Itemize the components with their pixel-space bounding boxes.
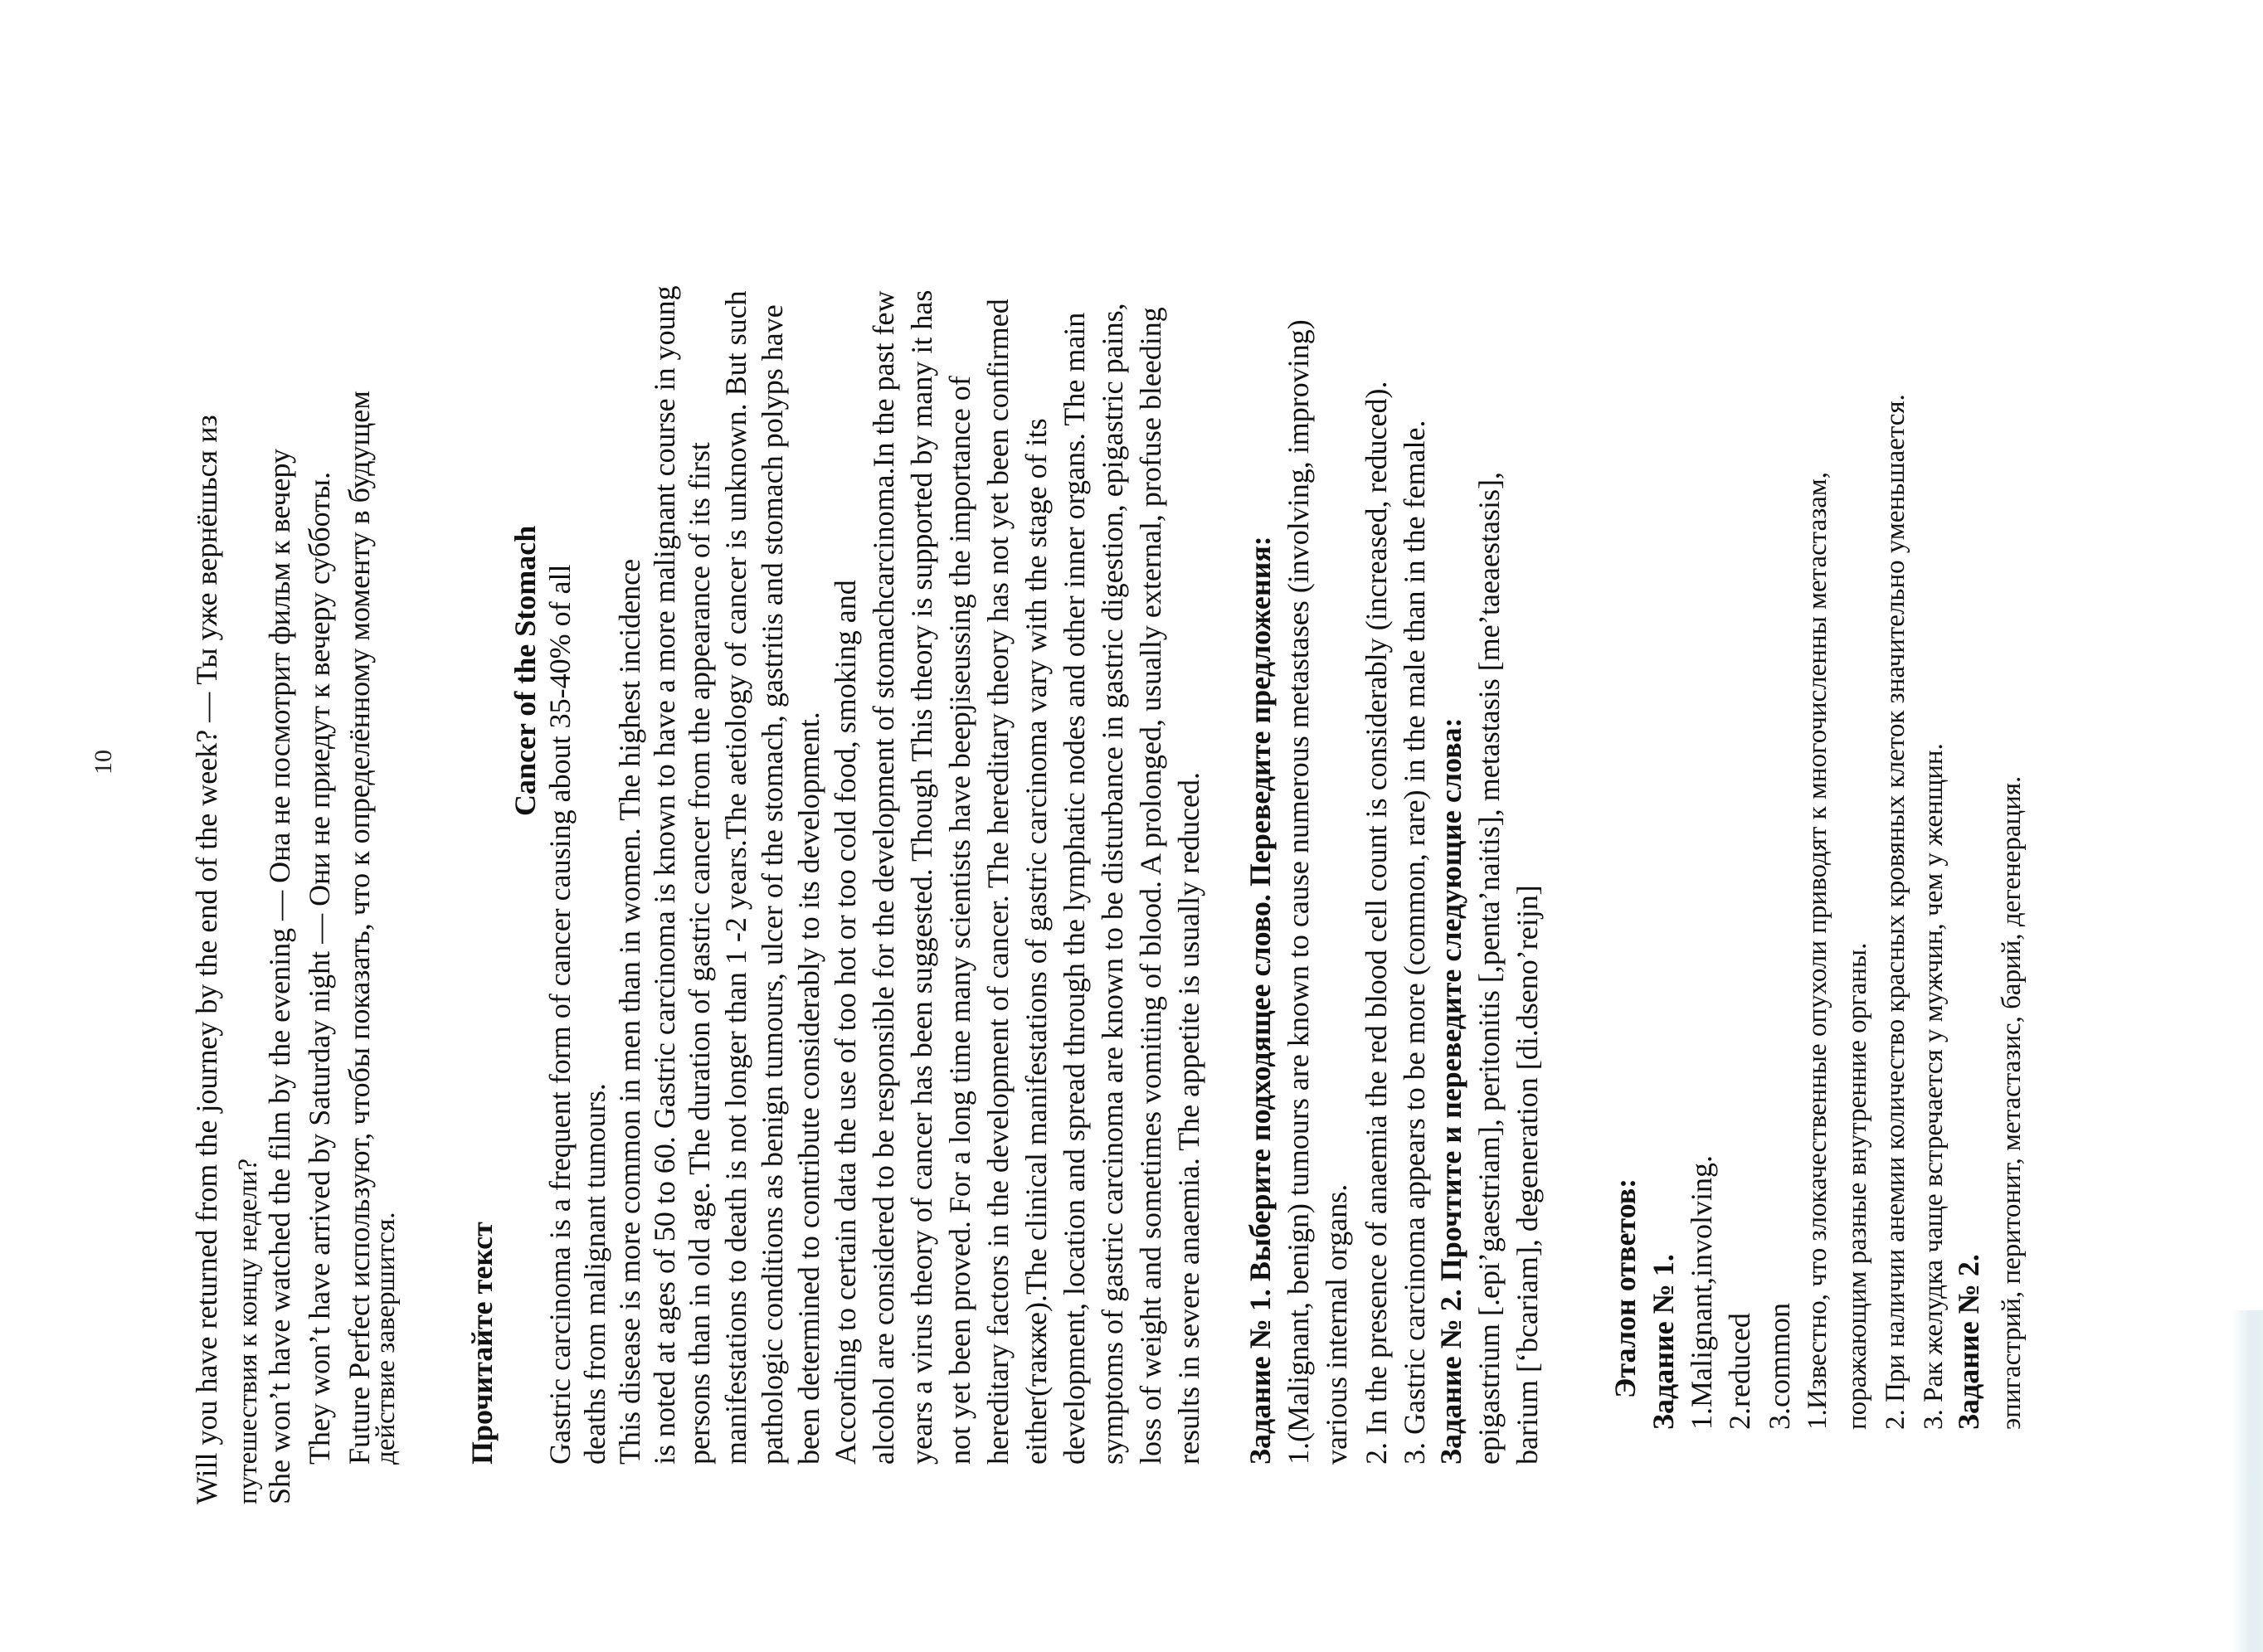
article-line: loss of weight and sometimes vomiting of blood. A prolonged, usually external, profuse bleeding (1134, 307, 1167, 1465)
intro-line: путешествия к концу недели? (233, 1158, 263, 1504)
answer-line: 1.Malignant,involving. (1685, 1155, 1718, 1430)
article-line: Gastric carcinoma is a frequent form of cancer causing about 35-40% of all (543, 564, 577, 1465)
article-line: pathologic conditions as benign tumours, ulcer of the stomach, gastritis and stomach polyps have (756, 304, 789, 1465)
article-line: This disease is more common in men than in women. The highest incidence (613, 558, 646, 1465)
answer-ru-line: 3. Рак желудка чаще встречается у мужчин, чем у женщин. (1919, 743, 1949, 1430)
article-line: is noted at ages of 50 to 60. Gastric carcinoma is known to have a more malignant course in young (648, 285, 681, 1465)
answer-ru-line: поражающим разные внутренние органы. (1842, 942, 1872, 1430)
answer-task-1-heading: Задание № 1. (1647, 1254, 1680, 1430)
answer-task-2-heading: Задание № 2. (1952, 1254, 1985, 1430)
task-1-line: various internal organs. (1320, 1183, 1353, 1465)
article-line: deaths from malignant tumours. (578, 1083, 611, 1465)
answer-key-heading: Эталон ответов: (1608, 1178, 1642, 1398)
intro-line: They won’t have arrived by Saturday night — Они не приедут к вечеру субботы. (303, 471, 336, 1465)
answer-line: 3.common (1763, 1303, 1796, 1430)
task-2-line: barium [‘bcariam], degeneration [di.dseno’reijn] (1511, 885, 1544, 1465)
intro-line: She won’t have watched the film by the evening — Она не посмотрит фильм к вечеру (263, 449, 296, 1504)
task-1-line: 2. In the presence of anaemia the red blood cell count is considerably (increased, reduced). (1360, 381, 1393, 1465)
article-line: persons than in old age. The duration of gastric cancer from the appearance of its first (683, 442, 716, 1465)
answer-ru-line: эпигастрий, перитонит, метастазис, барий, дегенерация. (1997, 775, 2027, 1430)
task-2-line: epigastrium [.epi’gaestriam], peritonitis [,penta’naitis], metastasis [me’taeaestasis], (1472, 472, 1506, 1465)
article-line: According to certain data the use of too hot or too cold food, smoking and (829, 580, 862, 1465)
page-number: 10 (90, 750, 117, 775)
answer-ru-line: 2. При наличии анемии количество красных кровяных клеток значительно уменьшается. (1881, 394, 1910, 1430)
read-text-heading: Прочитайте текст (465, 1222, 499, 1465)
article-line: years a virus theory of cancer has been suggested. Though This theory is supported by many it has (905, 289, 938, 1465)
article-line: hereditary factors in the development of cancer. The hereditary theory has not yet been confirmed (981, 299, 1015, 1465)
task-2-heading: Задание № 2. Прочтите и переведите следующие слова: (1434, 717, 1467, 1465)
article-line: alcohol are considered to be responsible for the development of stomachcarcinoma.In the past few (867, 290, 900, 1465)
intro-line: Will you have returned from the journey by the end of the week? — Ты уже вернёшься из (190, 415, 223, 1504)
article-line: results in severe anaemia. The appetite is usually reduced. (1172, 771, 1205, 1465)
answer-line: 2.reduced (1723, 1313, 1756, 1430)
intro-line: Future Perfect используют, чтобы показать, что к определённому моменту в будущем (343, 390, 376, 1465)
task-1-heading: Задание № 1. Выберите подходящее слово. Переведите предложения: (1243, 536, 1277, 1465)
article-title: Cancer of the Stomach (509, 525, 542, 816)
article-line: not yet been proved. For a long time many scientists have beepjiseussing the importance of (943, 376, 976, 1465)
intro-line: действие завершится. (371, 1212, 401, 1465)
task-1-line: 1.(Malignant, benign) tumours are known to cause numerous metastases (involving, improving) (1282, 319, 1315, 1465)
article-line: development, location and spread through the lymphatic nodes and other inner organs. The main (1058, 312, 1091, 1465)
article-line: either(также).The clinical manifestations of gastric carcinoma vary with the stage of its (1020, 418, 1053, 1465)
answer-ru-line: 1.Известно, что злокачественные опухоли приводят к многочисленны метастазам, (1803, 471, 1832, 1430)
article-line: manifestations to death is not longer than 1 -2 years.The aetiology of cancer is unknown. But such (719, 290, 752, 1465)
article-line: been determined to contribute considerably to its development. (792, 712, 825, 1465)
article-line: symptoms of gastric carcinoma are known to be disturbance in gastric digestion, epigastric pains, (1096, 303, 1129, 1465)
task-1-line: 3. Gastric carcinoma appears to be more (common, rare) in the male than in the female. (1398, 420, 1431, 1465)
